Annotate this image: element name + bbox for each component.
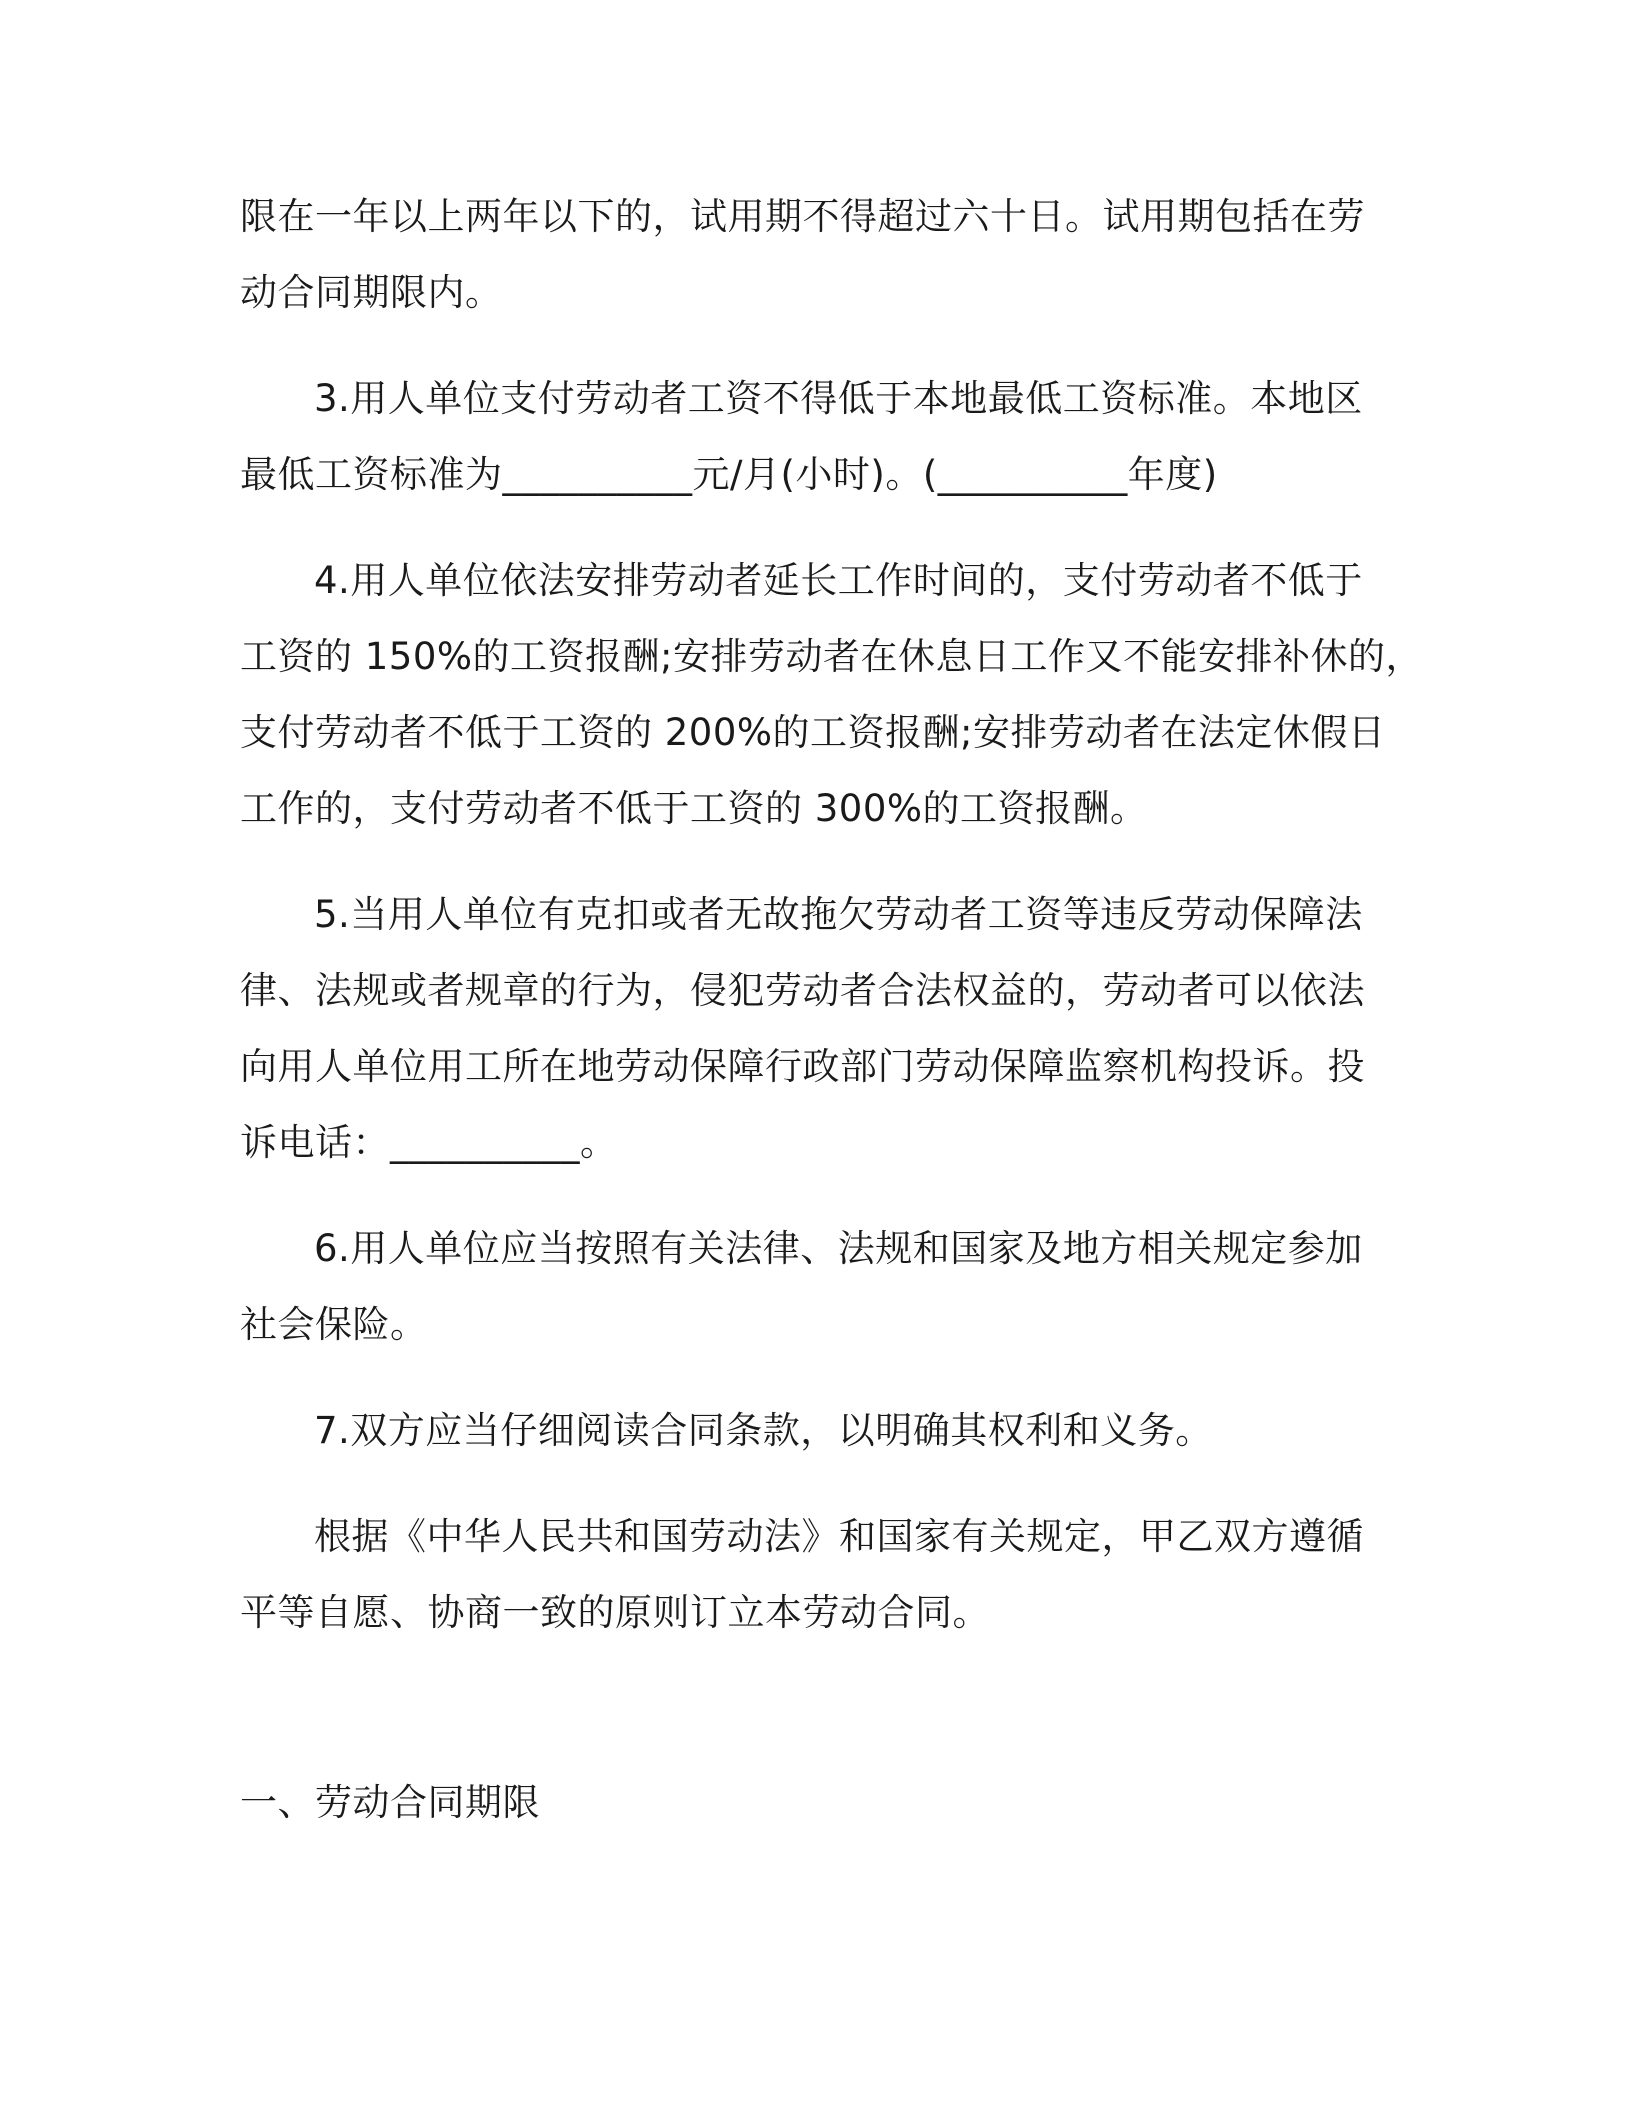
text-line: 诉电话：__________。 — [240, 1121, 618, 1164]
text-line: 律、法规或者规章的行为，侵犯劳动者合法权益的，劳动者可以依法 — [240, 969, 1365, 1012]
text-line: 4.用人单位依法安排劳动者延长工作时间的，支付劳动者不低于 — [314, 559, 1363, 602]
text-line: 7.双方应当仔细阅读合同条款，以明确其权利和义务。 — [314, 1409, 1213, 1452]
text-line: 动合同期限内。 — [240, 271, 503, 314]
text-line: 6.用人单位应当按照有关法律、法规和国家及地方相关规定参加 — [314, 1227, 1363, 1270]
text-line: 3.用人单位支付劳动者工资不得低于本地最低工资标准。本地区 — [314, 377, 1363, 420]
text-line: 工作的，支付劳动者不低于工资的 300%的工资报酬。 — [240, 787, 1148, 830]
text-line: 根据《中华人民共和国劳动法》和国家有关规定，甲乙双方遵循 — [314, 1515, 1364, 1558]
text-line: 最低工资标准为__________元/月(小时)。(__________年度) — [240, 453, 1218, 496]
text-line: 平等自愿、协商一致的原则订立本劳动合同。 — [240, 1591, 990, 1634]
text-line: 支付劳动者不低于工资的 200%的工资报酬;安排劳动者在法定休假日 — [240, 711, 1386, 754]
text-line: 社会保险。 — [240, 1303, 428, 1346]
text-line: 工资的 150%的工资报酬;安排劳动者在休息日工作又不能安排补休的， — [240, 635, 1424, 678]
text-line: 5.当用人单位有克扣或者无故拖欠劳动者工资等违反劳动保障法 — [314, 893, 1363, 936]
text-line: 限在一年以上两年以下的，试用期不得超过六十日。试用期包括在劳 — [240, 195, 1365, 238]
text-line: 向用人单位用工所在地劳动保障行政部门劳动保障监察机构投诉。投 — [240, 1045, 1365, 1088]
section-heading: 一、劳动合同期限 — [240, 1781, 540, 1824]
